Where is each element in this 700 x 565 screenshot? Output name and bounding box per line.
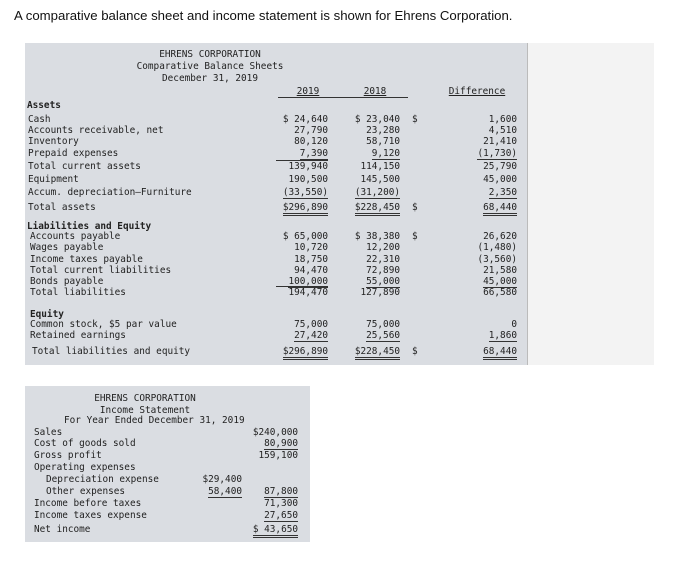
difference-column <box>527 43 654 365</box>
intro-text: A comparative balance sheet and income statement is shown for Ehrens Corporation. <box>14 8 513 23</box>
bs-row-label: Accounts payable <box>30 231 121 242</box>
bs-row-2018: $228,450 <box>336 346 400 357</box>
bs-row-2019: 94,470 <box>294 265 328 276</box>
bs-row-diff: 25,790 <box>483 161 517 172</box>
bs-row-2019: 75,000 <box>294 319 328 330</box>
is-cogs-value: 80,900 <box>264 438 298 449</box>
bs-row-label: Inventory <box>28 136 79 147</box>
is-title: Income Statement <box>99 405 191 416</box>
bs-row-2019: 27,420 <box>294 330 328 341</box>
bs-row-2018: 22,310 <box>366 254 400 265</box>
is-period: For Year Ended December 31, 2019 <box>64 415 245 426</box>
bs-row-2018: 72,890 <box>366 265 400 276</box>
bs-row-label: Total current liabilities <box>30 265 172 276</box>
bs-row-2018: (31,200) <box>354 187 400 198</box>
bs-row-2018: 9,120 <box>371 148 400 159</box>
bs-row-2018: $ 38,380 <box>354 231 400 242</box>
bs-row-2018: 25,560 <box>366 330 400 341</box>
bs-row-2018: 75,000 <box>366 319 400 330</box>
bs-row-diff: 4,510 <box>488 125 517 136</box>
is-tax-value: 27,650 <box>264 510 298 521</box>
heading-liabilities-equity: Liabilities and Equity <box>27 221 152 232</box>
subtotal-rule <box>276 160 328 161</box>
bs-row-label: Equipment <box>28 174 79 185</box>
bs-row-diff: 21,580 <box>483 265 517 276</box>
bs-company: EHRENS CORPORATION <box>159 49 261 60</box>
is-ni-label: Net income <box>34 524 91 535</box>
bs-row-2019: $ 24,640 <box>282 114 328 125</box>
bs-row-2019: $296,890 <box>262 346 328 357</box>
is-gross-value: 159,100 <box>258 450 298 461</box>
bs-row-label: Bonds payable <box>30 276 104 287</box>
bs-row-label: Wages payable <box>30 242 104 253</box>
bs-row-2018: 23,280 <box>366 125 400 136</box>
bs-row-diff: (1,730) <box>477 148 517 159</box>
subtotal-rule <box>276 286 328 287</box>
bs-row-label: Prepaid expenses <box>28 148 119 159</box>
bs-row-diff: 45,000 <box>483 276 517 287</box>
bs-row-2019: 80,120 <box>294 136 328 147</box>
col-2019-header: 2019 <box>296 86 320 97</box>
is-ibt-value: 71,300 <box>264 498 298 509</box>
bs-row-dollar: $ <box>412 202 418 213</box>
is-dep-value: $29,400 <box>202 474 242 485</box>
bs-title: Comparative Balance Sheets <box>136 61 284 72</box>
bs-row-2019: 7,390 <box>299 148 328 159</box>
bs-row-label: Retained earnings <box>30 330 126 341</box>
bs-row-2018: 12,200 <box>366 242 400 253</box>
header-rule <box>278 97 408 98</box>
bs-row-2018: 127,890 <box>360 287 400 298</box>
bs-row-2019: 100,000 <box>288 276 328 287</box>
is-ni-value: $ 43,650 <box>240 524 298 535</box>
is-ibt-label: Income before taxes <box>34 498 142 509</box>
bs-row-2018: $228,450 <box>336 202 400 213</box>
bs-row-label: Common stock, $5 par value <box>30 319 177 330</box>
bs-row-label: Accum. depreciation—Furniture <box>28 187 192 198</box>
col-2018-header: 2018 <box>363 86 387 97</box>
bs-row-diff: 21,410 <box>483 136 517 147</box>
bs-row-diff: 68,440 <box>455 346 517 357</box>
bs-row-dollar: $ <box>412 231 418 242</box>
bs-row-diff: 26,620 <box>483 231 517 242</box>
bs-row-2019: 10,720 <box>294 242 328 253</box>
bs-date: December 31, 2019 <box>162 73 258 84</box>
bs-row-diff: (3,560) <box>477 254 517 265</box>
is-tax-label: Income taxes expense <box>34 510 147 521</box>
bs-row-diff: 0 <box>511 319 517 330</box>
is-other-value: 58,400 <box>208 486 242 497</box>
bs-row-dollar: $ <box>412 114 418 125</box>
bs-row-diff: (1,480) <box>477 242 517 253</box>
bs-row-2018: 58,710 <box>366 136 400 147</box>
is-opex-label: Operating expenses <box>34 462 136 473</box>
is-dep-label: Depreciation expense <box>46 474 159 485</box>
bs-row-2019: 139,940 <box>288 161 328 172</box>
bs-row-label: Total liabilities and equity <box>32 346 191 357</box>
bs-row-diff: 2,350 <box>488 187 517 198</box>
bs-row-diff: 68,440 <box>455 202 517 213</box>
bs-row-label: Total assets <box>28 202 96 213</box>
bs-row-2018: $ 23,040 <box>354 114 400 125</box>
bs-row-2018: 55,000 <box>366 276 400 287</box>
bs-row-diff: 1,600 <box>488 114 517 125</box>
bs-row-2019: 18,750 <box>294 254 328 265</box>
bs-row-2019: 27,790 <box>294 125 328 136</box>
bs-row-label: Total liabilities <box>30 287 126 298</box>
col-diff-header: Difference <box>448 86 506 97</box>
bs-row-2019: 190,500 <box>288 174 328 185</box>
bs-row-2019: 194,470 <box>288 287 328 298</box>
bs-row-2019: $ 65,000 <box>282 231 328 242</box>
is-company: EHRENS CORPORATION <box>94 393 196 404</box>
bs-row-label: Accounts receivable, net <box>28 125 164 136</box>
is-sales-value: $240,000 <box>252 427 298 438</box>
bs-row-label: Cash <box>28 114 51 125</box>
bs-row-diff: 66,580 <box>483 287 517 298</box>
bs-row-label: Total current assets <box>28 161 141 172</box>
bs-row-diff: 45,000 <box>483 174 517 185</box>
bs-row-label: Income taxes payable <box>30 254 143 265</box>
heading-equity: Equity <box>30 309 64 320</box>
is-cogs-label: Cost of goods sold <box>34 438 136 449</box>
is-sales-label: Sales <box>34 427 63 438</box>
bs-row-2018: 114,150 <box>360 161 400 172</box>
bs-row-diff: 1,860 <box>488 330 517 341</box>
bs-row-2019: $296,890 <box>262 202 328 213</box>
bs-row-2019: (33,550) <box>282 187 328 198</box>
bs-row-dollar: $ <box>412 346 418 357</box>
is-other-label: Other expenses <box>46 486 126 497</box>
heading-assets: Assets <box>27 100 61 111</box>
is-opex-total: 87,800 <box>264 486 298 497</box>
bs-row-2018: 145,500 <box>360 174 400 185</box>
is-gross-label: Gross profit <box>34 450 102 461</box>
